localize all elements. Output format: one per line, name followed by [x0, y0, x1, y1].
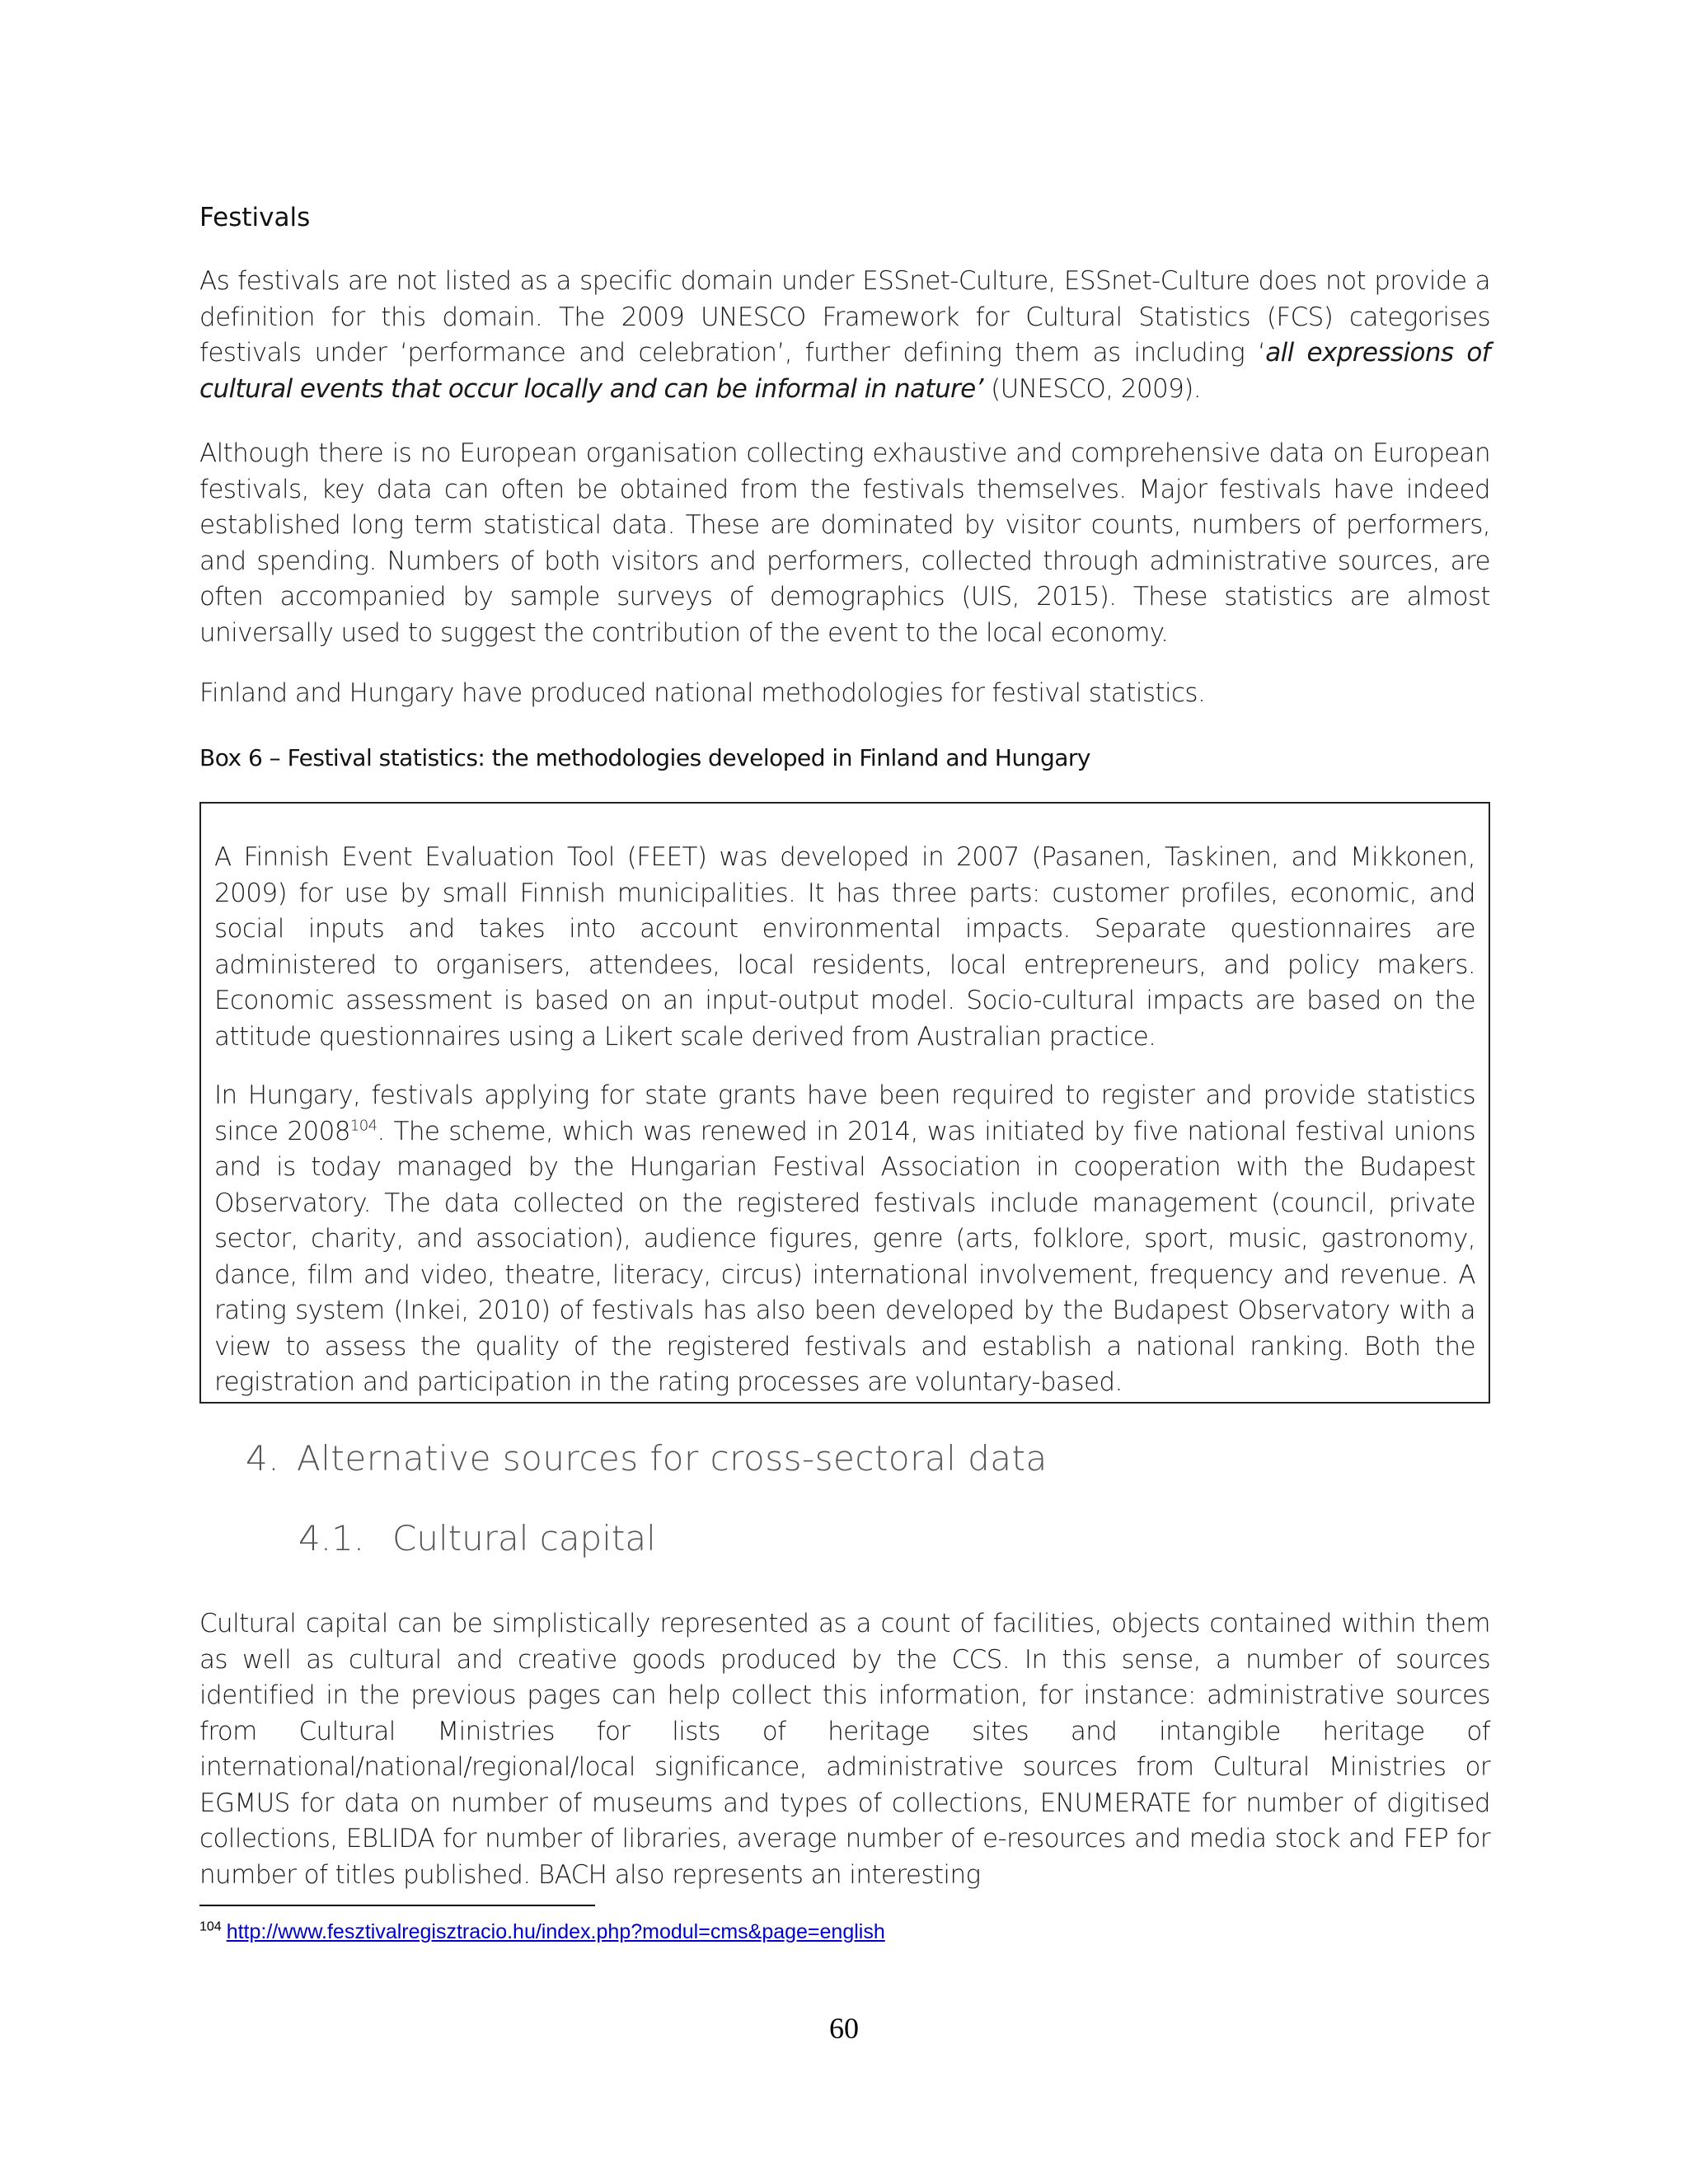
heading-level-1 [246, 1438, 1048, 1479]
box-paragraph-hungary [214, 1078, 1475, 1401]
box-caption: Box 6 – Festival statistics: the methodologies developed in Finland and Hungary [199, 744, 1090, 771]
citation: (UNESCO, 2009). [982, 373, 1201, 404]
heading-text: Cultural capital [392, 1518, 656, 1558]
footnote-number: 104 [199, 1919, 222, 1934]
paragraph-festival-data: Although there is no European organisation collecting exhaustive and comprehensive data on European festivals, key data can often be obtained from the festivals themselves. Major festivals have indeed established long term statistical data. These are dominated by visitor counts, numbers of performers, and spending. Numbers of both visitors and performers, collected through administrative sources, are often accompanied by sample surveys of demographics (UIS, 2015). These statistics are almost universally used to suggest the contribution of the event to the local economy. [199, 438, 1490, 648]
heading-text: Alternative sources for cross-sectoral data [297, 1438, 1048, 1479]
footnote-divider [199, 1905, 595, 1906]
heading-number: 4.1. [298, 1518, 365, 1558]
footnote-link[interactable]: http://www.fesztivalregisztracio.hu/index.php?modul=cms&page=english [226, 1920, 885, 1943]
quoted-definition: all expressions of cultural events that occur locally and can be informal in nature’ [199, 338, 1490, 404]
text-box [199, 802, 1490, 1404]
paragraph-cultural-capital: Cultural capital can be simplistically represented as a count of facilities, objects contained within them as well as cultural and creative goods produced by the CCS. In this sense, a number of sources identified in the previous pages can help collect this information, for instance: administrative sources from Cultural Ministries for lists of heritage sites and intangible heritage of international/national/regional/local significance, administrative sources from Cultural Ministries or EGMUS for data on number of museums and types of collections, ENUMERATE for number of digitised collections, EBLIDA for number of libraries, average number of e-resources and media stock and FEP for number of titles published. BACH also represents an interesting [199, 1609, 1490, 1890]
paragraph-text: In Hungary, festivals applying for state grants have been required to register and provide statistics since 2008 [214, 1080, 1475, 1146]
heading-level-2 [298, 1518, 656, 1558]
footnote-reference[interactable]: 104 [349, 1117, 377, 1135]
box-paragraph-finland: A Finnish Event Evaluation Tool (FEET) was developed in 2007 (Pasanen, Taskinen, and Mikkonen, 2009) for use by small Finnish municipalities. It has three parts: customer profiles, economic, and social inputs and takes into account environmental impacts. Separate questionnaires are administered to organisers, attendees, local residents, local entrepreneurs, and policy makers. Economic assessment is based on an input-output model. Socio-cultural impacts are based on the attitude questionnaires using a Likert scale derived from Australian practice. [214, 842, 1475, 1052]
heading-number: 4. [246, 1438, 280, 1479]
paragraph-text: As festivals are not listed as a specific domain under ESSnet-Culture, ESSnet-Culture does not provide a definition for this domain. The 2009 UNESCO Framework for Cultural Statistics (FCS) categorises festivals under ‘performance and celebration’, further defining them as including ‘ [199, 266, 1490, 368]
paragraph-text-continued: . The scheme, which was renewed in 2014, was initiated by five national festival unions and is today managed by the Hungarian Festival Association in cooperation with the Budapest Observatory. The data collected on the registered festivals include management (council, private sector, charity, and association), audience figures, genre (arts, folklore, sport, music, gastronomy, dance, film and video, theatre, literacy, circus) international involvement, frequency and revenue. A rating system (Inkei, 2010) of festivals has also been developed by the Budapest Observatory with a view to assess the quality of the registered festivals and establish a national ranking. Both the registration and participation in the rating processes are voluntary-based. [214, 1116, 1475, 1397]
page-number: 60 [829, 2012, 859, 2045]
paragraph-festivals-definition [199, 264, 1490, 407]
footnote [199, 1920, 885, 1944]
paragraph-national-methodologies: Finland and Hungary have produced national methodologies for festival statistics. [199, 678, 1206, 708]
section-title: Festivals [199, 203, 311, 232]
